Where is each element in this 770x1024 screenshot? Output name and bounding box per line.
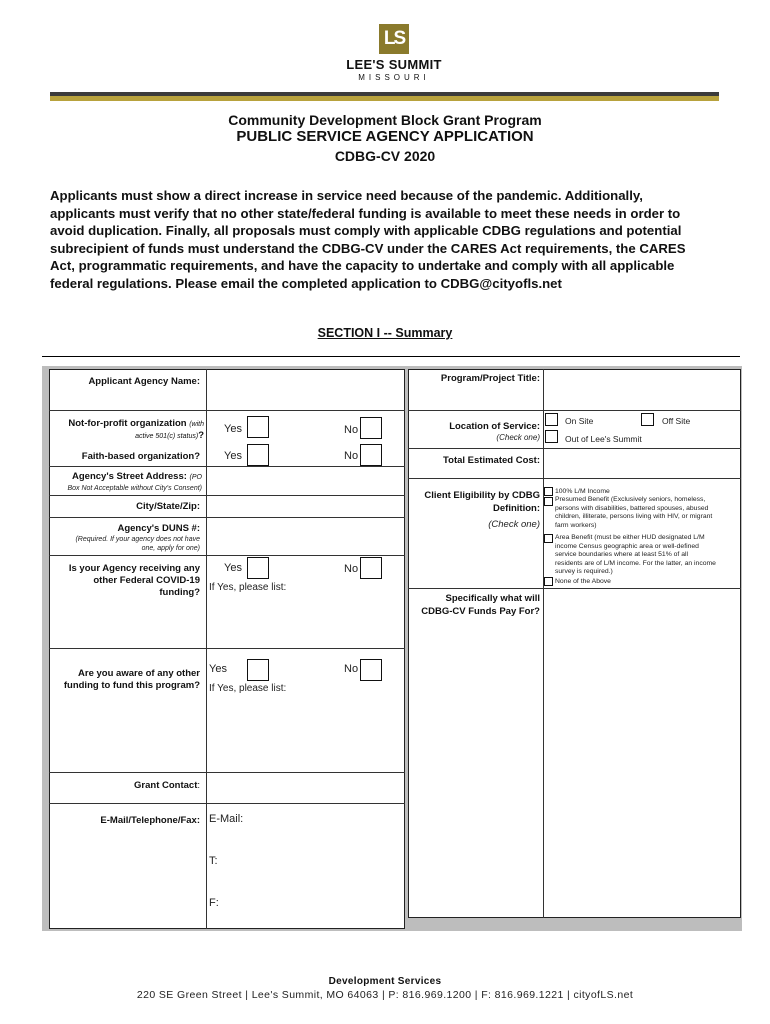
- eligibility-area-checkbox[interactable]: [544, 534, 553, 543]
- covid-list-prompt: If Yes, please list:: [209, 582, 287, 593]
- eligibility-none-checkbox[interactable]: [544, 577, 553, 586]
- nonprofit-no-checkbox[interactable]: [360, 417, 382, 439]
- city-state-zip-field[interactable]: [208, 497, 403, 516]
- other-funding-label-1: Are you aware of any other: [78, 668, 200, 679]
- grant-contact-field[interactable]: [208, 774, 403, 802]
- eligibility-area-label: [555, 534, 740, 577]
- street-address-label: [52, 470, 202, 484]
- total-cost-field[interactable]: [545, 450, 739, 477]
- other-funding-yes-label: Yes: [209, 663, 227, 675]
- street-label-text: Agency's Street Address:: [72, 471, 187, 482]
- eligibility-label-2: Definition:: [493, 503, 540, 514]
- duns-sub-1: (Required. If your agency does not have: [75, 536, 200, 543]
- eligibility-presumed-label: [555, 496, 740, 530]
- location-sub: (Check one): [496, 433, 540, 442]
- covid-no-label: No: [344, 563, 359, 575]
- faith-based-label: Faith-based organization?: [81, 451, 200, 462]
- off-site-checkbox[interactable]: [641, 413, 654, 426]
- eligibility-area-line: income Census geographic area or well-defined: [555, 542, 699, 550]
- intro-paragraph: [50, 187, 722, 292]
- row-divider: [49, 466, 405, 467]
- email-field-label[interactable]: E-Mail:: [209, 813, 244, 825]
- telephone-field-label[interactable]: T:: [209, 855, 218, 867]
- grant-contact-colon: :: [197, 780, 200, 791]
- faith-yes-label: Yes: [224, 450, 242, 462]
- eligibility-none-label: None of the Above: [555, 578, 611, 585]
- eligibility-area-line: survey is required.): [555, 568, 613, 576]
- funds-pay-label-1: Specifically what will: [445, 593, 540, 604]
- faith-no-label: No: [344, 450, 359, 462]
- eligibility-sub: (Check one): [488, 519, 540, 530]
- section-heading: SECTION I -- Summary: [317, 326, 453, 340]
- funds-pay-field[interactable]: [545, 590, 739, 916]
- grant-contact-label: [52, 779, 200, 792]
- faith-yes-checkbox[interactable]: [247, 444, 269, 466]
- total-cost-label: Total Estimated Cost:: [443, 455, 540, 466]
- row-divider: [49, 495, 405, 496]
- application-title: PUBLIC SERVICE AGENCY APPLICATION: [236, 128, 534, 145]
- program-title-label: Program/Project Title:: [440, 373, 540, 384]
- eligibility-presumed-line: persons with disabilities, battered spouses, abused: [555, 504, 709, 512]
- nonprofit-sub: active 501(c) status): [135, 433, 199, 440]
- nonprofit-yes-label: Yes: [224, 423, 242, 435]
- program-title: Community Development Block Grant Program: [228, 112, 542, 128]
- city-state-zip-label: City/State/Zip:: [136, 501, 200, 512]
- agency-name-field[interactable]: [208, 372, 403, 408]
- duns-field[interactable]: [208, 519, 403, 554]
- other-funding-list-prompt: If Yes, please list:: [209, 683, 287, 694]
- agency-name-label: Applicant Agency Name:: [88, 376, 200, 387]
- grant-contact-text: Grant Contact: [134, 780, 198, 791]
- row-divider: [49, 410, 405, 411]
- other-funding-label-2: funding to fund this program?: [63, 680, 200, 691]
- section-rule: [42, 356, 740, 357]
- right-column-divider: [543, 369, 544, 918]
- duns-label: Agency's DUNS #:: [117, 523, 200, 534]
- email-tel-fax-label: E-Mail/Telephone/Fax:: [100, 815, 200, 826]
- nonprofit-yes-checkbox[interactable]: [247, 416, 269, 438]
- footer-department: Development Services: [328, 976, 442, 987]
- eligibility-area-line: service boundaries where at least 51% of all: [555, 551, 688, 559]
- faith-no-checkbox[interactable]: [360, 444, 382, 466]
- eligibility-label-1: Client Eligibility by CDBG: [424, 490, 540, 501]
- row-divider: [408, 448, 741, 449]
- eligibility-presumed-checkbox[interactable]: [544, 497, 553, 506]
- nonprofit-no-label: No: [344, 424, 359, 436]
- program-title-field[interactable]: [545, 371, 739, 409]
- eligibility-lm-income-label: 100% L/M Income: [555, 488, 610, 495]
- location-label: Location of Service:: [449, 421, 540, 432]
- footer-address: 220 SE Green Street | Lee's Summit, MO 64063 | P: 816.969.1200 | F: 816.969.1221 | cityofLS.net: [136, 989, 634, 1001]
- out-of-ls-checkbox[interactable]: [545, 430, 558, 443]
- covid-funding-label-2: other Federal COVID-19: [93, 575, 200, 586]
- street-address-field[interactable]: [208, 468, 403, 494]
- out-of-ls-label: Out of Lee's Summit: [565, 434, 642, 444]
- nonprofit-q: ?: [198, 430, 204, 441]
- on-site-label: On Site: [565, 416, 594, 426]
- intro-line: applicants must verify that no other state/federal funding is available to meet these needs in order to: [50, 205, 681, 221]
- row-divider: [49, 517, 405, 518]
- covid-yes-label: Yes: [224, 562, 242, 574]
- fax-field-label[interactable]: F:: [209, 897, 219, 909]
- intro-line: Act, programmatic requirements, and have the capacity to undertake and comply with all applicable: [50, 258, 675, 273]
- grant-year-title: CDBG-CV 2020: [334, 148, 436, 164]
- row-divider: [49, 772, 405, 773]
- logo: [334, 24, 454, 83]
- other-funding-no-label: No: [344, 663, 359, 675]
- eligibility-area-line: residents are of L/M income. For the latter, an income: [555, 559, 716, 567]
- covid-funding-label-1: Is your Agency receiving any: [68, 563, 200, 574]
- intro-line: federal regulations. Please email the completed application to CDBG@cityofls.net: [50, 275, 562, 291]
- row-divider: [408, 478, 741, 479]
- covid-funding-label-3: funding?: [159, 587, 200, 598]
- street-label-small: (PO: [189, 474, 202, 481]
- eligibility-presumed-line: Presumed Benefit (Exclusively seniors, homeless,: [555, 496, 706, 503]
- logo-state: MISSOURI: [358, 73, 430, 82]
- other-funding-no-checkbox[interactable]: [360, 659, 382, 681]
- duns-sub-2: one, apply for one): [141, 545, 200, 552]
- street-address-sub: Box Not Acceptable without City's Consent): [67, 485, 202, 492]
- row-divider: [408, 410, 741, 411]
- header-rule-gold: [50, 96, 719, 101]
- eligibility-presumed-line: farm workers): [555, 521, 597, 529]
- nonprofit-label-small: (with: [189, 421, 204, 428]
- intro-line: avoid duplication. Finally, all proposals must comply with applicable CDBG regulations and potential: [50, 223, 682, 238]
- logo-name: LEE'S SUMMIT: [346, 57, 442, 72]
- logo-mark: LS: [379, 24, 409, 54]
- intro-line: Applicants must show a direct increase in service need because of the pandemic. Additionally,: [50, 188, 643, 203]
- row-divider: [49, 555, 405, 556]
- covid-yes-checkbox[interactable]: [247, 557, 269, 579]
- nonprofit-label-text: Not-for-profit organization: [68, 418, 187, 429]
- eligibility-presumed-line: children, illiterate, persons living with HIV, or migrant: [555, 513, 713, 521]
- left-column-divider: [206, 369, 207, 929]
- other-funding-yes-checkbox[interactable]: [247, 659, 269, 681]
- nonprofit-sub-label: [52, 429, 204, 443]
- on-site-checkbox[interactable]: [545, 413, 558, 426]
- row-divider: [49, 803, 405, 804]
- eligibility-area-line: Area Benefit (must be either HUD designated L/M: [555, 534, 705, 541]
- row-divider: [49, 648, 405, 649]
- off-site-label: Off Site: [662, 416, 691, 426]
- row-divider: [408, 588, 741, 589]
- covid-no-checkbox[interactable]: [360, 557, 382, 579]
- intro-line: subrecipient of funds must understand the CDBG-CV under the CARES Act requirements, the CARES: [50, 240, 686, 256]
- funds-pay-label-2: CDBG-CV Funds Pay For?: [421, 606, 540, 617]
- eligibility-lm-income-checkbox[interactable]: [544, 487, 553, 496]
